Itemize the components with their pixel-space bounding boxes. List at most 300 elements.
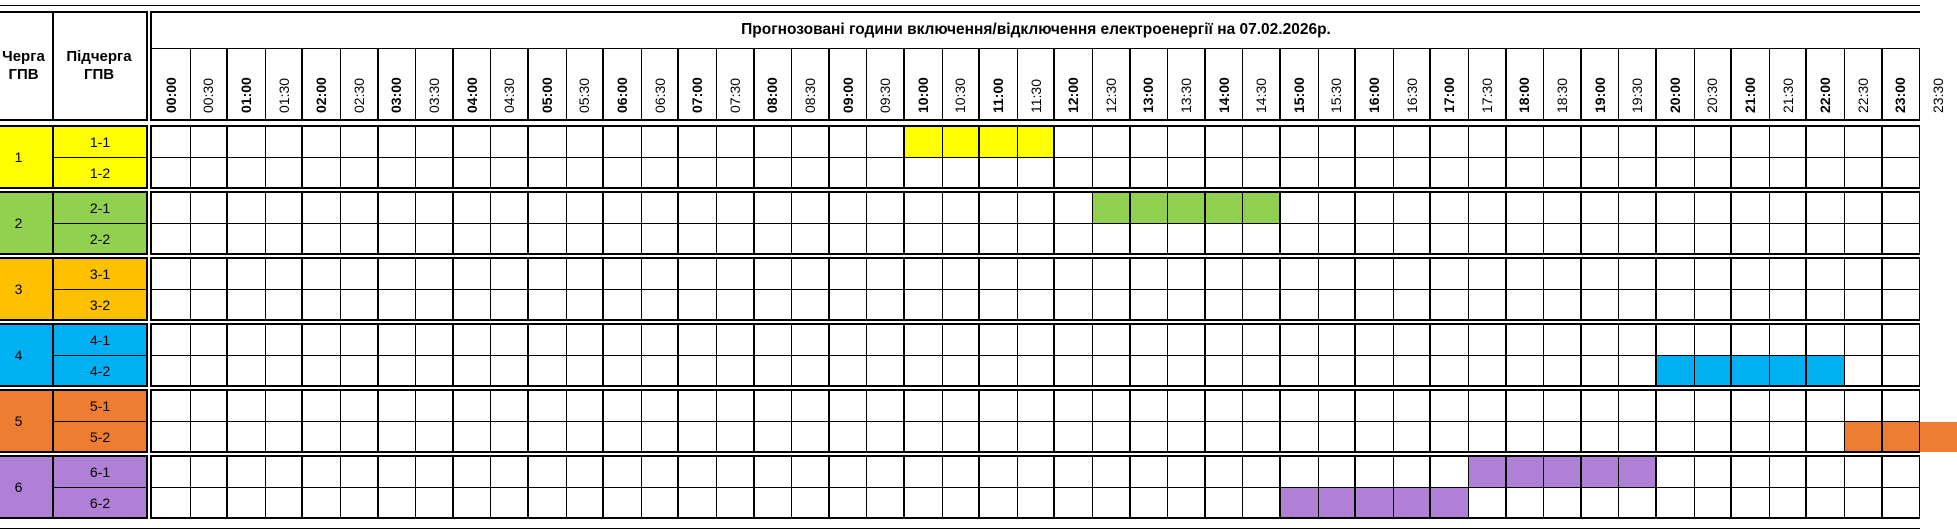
time-slot-cell	[453, 422, 491, 452]
time-slot-cell	[1167, 356, 1205, 386]
time-slot-label: 22:30	[1854, 77, 1871, 113]
time-slot-cell	[1242, 457, 1280, 487]
border-line	[1279, 389, 1281, 453]
time-slot-cell	[227, 457, 265, 487]
border-line	[1167, 323, 1168, 387]
time-slot-cell	[866, 127, 904, 157]
time-slot-cell	[716, 457, 754, 487]
time-slot-cell	[415, 259, 453, 289]
border-line	[1919, 125, 1920, 189]
time-slot-cell	[1318, 325, 1356, 355]
time-slot-cell	[1393, 325, 1431, 355]
border-line	[942, 125, 943, 189]
time-slot-cell	[829, 325, 867, 355]
border-line	[942, 48, 943, 119]
time-slot-cell	[528, 488, 566, 518]
time-slot-cell	[603, 325, 641, 355]
border-line	[791, 48, 792, 119]
group-label: 4	[14, 347, 23, 363]
time-slot-cell	[754, 259, 792, 289]
border-line	[1318, 125, 1319, 189]
time-slot-cell	[378, 488, 416, 518]
time-slot-cell	[1543, 158, 1581, 188]
time-slot-cell	[1355, 488, 1393, 518]
time-slot-cell	[904, 290, 942, 320]
time-slot-cell	[866, 488, 904, 518]
border-line	[602, 125, 604, 189]
border-line	[1053, 323, 1055, 387]
border-line	[1655, 257, 1657, 321]
border-line	[1204, 48, 1206, 119]
border-line	[1844, 125, 1845, 189]
time-slot-cell	[754, 391, 792, 421]
time-slot-cell	[1468, 488, 1506, 518]
border-line	[866, 48, 867, 119]
time-slot-cell	[754, 457, 792, 487]
time-slot-cell	[1430, 224, 1468, 254]
time-slot-cell	[152, 259, 190, 289]
border-line	[1730, 191, 1732, 255]
time-slot-cell	[190, 290, 228, 320]
time-slot-cell	[340, 259, 378, 289]
border-line	[1092, 455, 1093, 519]
time-slot-cell	[979, 158, 1017, 188]
border-line	[1881, 257, 1883, 321]
border-line	[602, 48, 604, 119]
border-line	[1881, 389, 1883, 453]
border-line	[452, 191, 454, 255]
subgroup-cell: 6-2	[54, 488, 146, 518]
time-slot-cell	[942, 457, 980, 487]
time-slot-cell	[829, 193, 867, 223]
time-slot-cell	[1092, 356, 1130, 386]
time-slot-label: 04:30	[501, 77, 518, 113]
border-line	[1167, 48, 1168, 119]
border-line	[1429, 257, 1431, 321]
border-line	[1167, 191, 1168, 255]
time-slot-cell	[1242, 127, 1280, 157]
time-slot-cell	[754, 325, 792, 355]
border-line	[190, 125, 191, 189]
border-line	[641, 125, 642, 189]
border-line	[377, 257, 379, 321]
subgroup-cell: 1-1	[54, 127, 146, 157]
border-line	[1318, 48, 1319, 119]
border-line	[415, 125, 416, 189]
time-slot-cell	[1130, 290, 1168, 320]
time-slot-cell	[1806, 127, 1844, 157]
time-slot-cell	[566, 488, 604, 518]
border-line	[0, 385, 148, 387]
time-slot-cell	[1844, 356, 1882, 386]
time-slot-label: 20:30	[1704, 77, 1721, 113]
time-slot-cell	[1731, 325, 1769, 355]
border-line	[677, 257, 679, 321]
border-line	[1017, 323, 1018, 387]
border-line	[415, 257, 416, 321]
time-slot-cell	[904, 488, 942, 518]
time-slot-cell	[1656, 259, 1694, 289]
border-line	[340, 455, 341, 519]
border-line	[1318, 257, 1319, 321]
time-slot-cell	[528, 158, 566, 188]
time-slot-cell	[1092, 290, 1130, 320]
border-line	[866, 257, 867, 321]
time-slot-cell	[1656, 127, 1694, 157]
border-line	[340, 323, 341, 387]
time-slot-cell	[1919, 193, 1957, 223]
time-slot-cell	[490, 193, 528, 223]
border-line	[490, 323, 491, 387]
time-slot-cell	[641, 391, 679, 421]
time-slot-cell	[1205, 193, 1243, 223]
time-slot-cell	[1506, 224, 1544, 254]
border-line	[1318, 191, 1319, 255]
time-slot-cell	[1694, 457, 1732, 487]
time-slot-label: 13:00	[1140, 77, 1157, 113]
time-slot-cell	[791, 224, 829, 254]
time-slot-cell	[1506, 457, 1544, 487]
time-slot-cell	[1130, 356, 1168, 386]
border-line	[265, 323, 266, 387]
time-slot-cell	[1393, 158, 1431, 188]
border-line	[566, 125, 567, 189]
time-slot-cell	[1844, 457, 1882, 487]
time-slot-label: 18:00	[1516, 77, 1533, 113]
border-line	[190, 323, 191, 387]
time-slot-cell	[1618, 457, 1656, 487]
time-slot-cell	[1092, 488, 1130, 518]
border-line	[1543, 191, 1544, 255]
border-line	[677, 125, 679, 189]
time-slot-cell	[1205, 422, 1243, 452]
time-slot-cell	[1806, 457, 1844, 487]
time-slot-cell	[1468, 193, 1506, 223]
group-label: 5	[14, 413, 23, 429]
time-slot-cell	[1280, 356, 1318, 386]
time-slot-cell	[227, 325, 265, 355]
time-slot-cell	[1506, 259, 1544, 289]
border-line	[1655, 323, 1657, 387]
border-line	[1017, 389, 1018, 453]
time-slot-cell	[904, 457, 942, 487]
time-slot-cell	[603, 127, 641, 157]
time-slot-cell	[1280, 193, 1318, 223]
border-line	[1242, 323, 1243, 387]
time-slot-cell	[1618, 127, 1656, 157]
time-slot-cell	[641, 158, 679, 188]
subgroup-cell: 3-2	[54, 290, 146, 320]
time-slot-cell	[340, 325, 378, 355]
border-line	[0, 11, 148, 13]
time-slot-cell	[1506, 193, 1544, 223]
time-slot-cell	[1242, 158, 1280, 188]
time-slot-cell	[190, 457, 228, 487]
border-line	[1769, 323, 1770, 387]
border-line	[566, 257, 567, 321]
time-slot-cell	[415, 158, 453, 188]
time-slot-cell	[1468, 325, 1506, 355]
time-slot-cell	[1355, 127, 1393, 157]
time-slot-cell	[1092, 422, 1130, 452]
time-slot-cell	[1092, 457, 1130, 487]
border-line	[265, 389, 266, 453]
time-slot-cell	[678, 158, 716, 188]
time-slot-cell	[1806, 158, 1844, 188]
time-slot-cell	[152, 193, 190, 223]
time-slot-cell	[490, 422, 528, 452]
border-line	[677, 323, 679, 387]
time-slot-cell	[1017, 488, 1055, 518]
border-line	[1580, 455, 1582, 519]
border-line	[978, 389, 980, 453]
time-slot-cell	[1393, 290, 1431, 320]
border-line	[1881, 191, 1883, 255]
time-slot-cell	[566, 193, 604, 223]
border-line	[942, 455, 943, 519]
time-slot-label: 05:30	[576, 77, 593, 113]
time-slot-cell	[1242, 488, 1280, 518]
border-line	[753, 389, 755, 453]
border-line	[903, 455, 905, 519]
time-slot-cell	[265, 325, 303, 355]
time-slot-cell	[942, 259, 980, 289]
border-line	[527, 48, 529, 119]
time-slot-cell	[1205, 158, 1243, 188]
time-slot-label: 09:00	[839, 77, 856, 113]
border-line	[1505, 257, 1507, 321]
border-line	[301, 455, 303, 519]
border-line	[791, 191, 792, 255]
time-slot-cell	[340, 224, 378, 254]
border-line	[1468, 257, 1469, 321]
time-slot-cell	[528, 356, 566, 386]
border-line	[146, 455, 148, 519]
time-slot-cell	[1280, 422, 1318, 452]
time-slot-cell	[190, 224, 228, 254]
group-label: 2	[14, 215, 23, 231]
border-line	[716, 323, 717, 387]
border-line	[866, 191, 867, 255]
time-slot-cell	[1581, 488, 1619, 518]
time-slot-cell	[866, 422, 904, 452]
time-slot-cell	[716, 488, 754, 518]
time-slot-cell	[1506, 422, 1544, 452]
time-slot-cell	[1618, 224, 1656, 254]
time-slot-cell	[490, 127, 528, 157]
border-line	[1805, 257, 1807, 321]
border-line	[226, 48, 228, 119]
time-slot-cell	[904, 356, 942, 386]
border-line	[942, 389, 943, 453]
time-slot-cell	[528, 422, 566, 452]
time-slot-cell	[1205, 457, 1243, 487]
border-line	[1618, 48, 1619, 119]
time-slot-cell	[152, 290, 190, 320]
time-slot-cell	[190, 158, 228, 188]
border-line	[1543, 125, 1544, 189]
subgroup-cell: 4-2	[54, 356, 146, 386]
time-slot-cell	[1806, 259, 1844, 289]
time-slot-cell	[1656, 193, 1694, 223]
border-line	[0, 517, 148, 519]
border-line	[377, 191, 379, 255]
time-slot-cell	[641, 127, 679, 157]
time-slot-cell	[152, 488, 190, 518]
time-slot-cell	[378, 224, 416, 254]
time-slot-cell	[754, 158, 792, 188]
border-line	[190, 48, 191, 119]
time-slot-cell	[340, 422, 378, 452]
time-slot-cell	[716, 290, 754, 320]
time-slot-cell	[415, 488, 453, 518]
time-slot-cell	[866, 356, 904, 386]
border-line	[1429, 455, 1431, 519]
time-slot-cell	[603, 391, 641, 421]
time-slot-cell	[340, 488, 378, 518]
time-slot-cell	[152, 356, 190, 386]
border-line	[1655, 389, 1657, 453]
time-slot-cell	[942, 356, 980, 386]
time-slot-cell	[190, 325, 228, 355]
time-slot-cell	[1318, 391, 1356, 421]
time-slot-cell	[1318, 158, 1356, 188]
border-line	[1354, 257, 1356, 321]
time-slot-cell	[528, 457, 566, 487]
time-slot-cell	[490, 158, 528, 188]
time-slot-cell	[1882, 356, 1920, 386]
border-line	[150, 257, 152, 321]
group-label: 6	[14, 479, 23, 495]
time-slot-cell	[1430, 391, 1468, 421]
time-slot-cell	[1919, 488, 1957, 518]
time-slot-cell	[1242, 290, 1280, 320]
border-line	[566, 48, 567, 119]
border-line	[677, 191, 679, 255]
time-slot-cell	[1092, 193, 1130, 223]
time-slot-cell	[378, 356, 416, 386]
border-line	[602, 257, 604, 321]
time-slot-cell	[1205, 259, 1243, 289]
time-slot-cell	[302, 488, 340, 518]
border-line	[190, 389, 191, 453]
time-slot-cell	[1844, 422, 1882, 452]
time-slot-label: 12:00	[1065, 77, 1082, 113]
border-line	[566, 323, 567, 387]
time-slot-cell	[1167, 457, 1205, 487]
time-slot-cell	[979, 356, 1017, 386]
time-slot-cell	[1731, 259, 1769, 289]
time-slot-label: 22:00	[1817, 77, 1834, 113]
border-line	[1393, 389, 1394, 453]
time-slot-cell	[678, 391, 716, 421]
border-line	[1505, 455, 1507, 519]
border-line	[828, 125, 830, 189]
time-slot-cell	[678, 488, 716, 518]
border-line	[753, 323, 755, 387]
border-line	[377, 455, 379, 519]
time-slot-cell	[904, 391, 942, 421]
time-slot-cell	[1242, 422, 1280, 452]
border-line	[1242, 257, 1243, 321]
time-slot-cell	[829, 356, 867, 386]
border-line	[150, 455, 152, 519]
time-slot-label: 23:00	[1892, 77, 1909, 113]
border-line	[1092, 323, 1093, 387]
subgroup-cell: 6-1	[54, 457, 146, 487]
time-slot-cell	[716, 158, 754, 188]
time-slot-cell	[641, 224, 679, 254]
time-slot-cell	[566, 158, 604, 188]
time-slot-cell	[1393, 127, 1431, 157]
time-slot-cell	[1167, 158, 1205, 188]
time-slot-cell	[1919, 127, 1957, 157]
border-line	[377, 323, 379, 387]
border-line	[265, 455, 266, 519]
time-slot-cell	[1656, 422, 1694, 452]
time-slot-cell	[1581, 290, 1619, 320]
border-line	[490, 257, 491, 321]
time-slot-cell	[1355, 224, 1393, 254]
border-line	[415, 323, 416, 387]
border-line	[265, 191, 266, 255]
time-slot-cell	[1769, 127, 1807, 157]
border-line	[866, 389, 867, 453]
time-slot-label: 08:00	[764, 77, 781, 113]
time-slot-cell	[227, 158, 265, 188]
border-line	[1580, 125, 1582, 189]
border-line	[150, 125, 152, 189]
border-line	[1805, 389, 1807, 453]
time-slot-label: 01:00	[238, 77, 254, 113]
border-line	[415, 48, 416, 119]
time-slot-cell	[302, 259, 340, 289]
border-line	[1844, 191, 1845, 255]
border-line	[0, 528, 1920, 529]
border-line	[1393, 455, 1394, 519]
time-slot-cell	[302, 290, 340, 320]
time-slot-cell	[1280, 488, 1318, 518]
time-slot-cell	[265, 391, 303, 421]
time-slot-cell	[942, 158, 980, 188]
time-slot-cell	[829, 224, 867, 254]
border-line	[1618, 389, 1619, 453]
border-line	[190, 257, 191, 321]
border-line	[716, 48, 717, 119]
border-line	[602, 323, 604, 387]
time-slot-cell	[490, 356, 528, 386]
border-line	[978, 191, 980, 255]
time-slot-cell	[566, 127, 604, 157]
time-slot-cell	[378, 290, 416, 320]
time-slot-cell	[1167, 422, 1205, 452]
time-slot-cell	[1430, 457, 1468, 487]
time-slot-cell	[754, 224, 792, 254]
border-line	[527, 323, 529, 387]
border-line	[566, 455, 567, 519]
time-slot-cell	[1280, 127, 1318, 157]
time-slot-cell	[152, 391, 190, 421]
time-slot-cell	[791, 193, 829, 223]
time-slot-cell	[1543, 127, 1581, 157]
border-line	[602, 455, 604, 519]
time-slot-cell	[453, 391, 491, 421]
border-line	[716, 389, 717, 453]
border-line	[1053, 125, 1055, 189]
border-line	[716, 455, 717, 519]
time-slot-label: 02:30	[350, 77, 367, 113]
time-slot-cell	[829, 457, 867, 487]
